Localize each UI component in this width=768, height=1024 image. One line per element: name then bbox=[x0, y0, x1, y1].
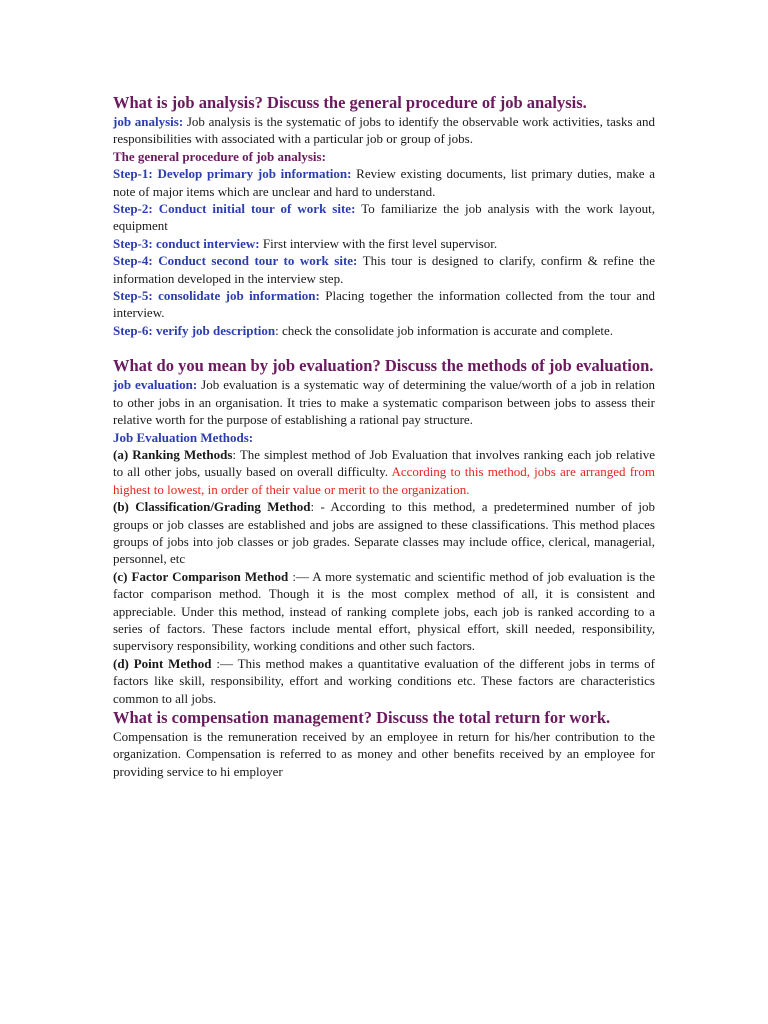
procedure-heading: The general procedure of job analysis: bbox=[113, 148, 326, 164]
step-label: Step-2: Conduct initial tour of work site: bbox=[113, 201, 356, 217]
compensation-text: Compensation is the remuneration received by an employee in return for his/her contribution to the organization. Compensation is referred to as money and other benefits received by an employee for providing service to hi employer bbox=[113, 729, 655, 779]
step-label: Step-5: consolidate job information: bbox=[113, 288, 320, 304]
section-heading-job-evaluation: What do you mean by job evaluation? Discuss the methods of job evaluation. bbox=[113, 356, 654, 376]
method-text: : The simplest method of Job Evaluation that involves ranking each job relative to all other jobs, usually based on overall difficulty. bbox=[113, 446, 655, 480]
step-6 bbox=[113, 322, 655, 339]
step-1 bbox=[113, 165, 655, 200]
method-label: (b) Classification/Grading Method bbox=[113, 499, 311, 515]
step-text: Review existing documents, list primary duties, make a note of major items which are unclear and hard to understand. bbox=[113, 166, 655, 199]
step-text: This tour is designed to clarify, confirm & refine the information developed in the interview step. bbox=[113, 253, 655, 286]
step-2 bbox=[113, 200, 655, 235]
method-text: : - According to this method, a predetermined number of job groups or job classes are established and jobs are assigned to these classifications. This method places groups of jobs into job classes or job grades. Separate classes may include office, clerical, managerial, personnel, etc bbox=[113, 499, 655, 567]
section-gap bbox=[113, 339, 655, 355]
method-label: (c) Factor Comparison Method bbox=[113, 568, 289, 584]
job-evaluation-definition bbox=[113, 376, 655, 428]
step-label: Step-4: Conduct second tour to work site: bbox=[113, 253, 358, 269]
step-label: Step-6: verify job description bbox=[113, 322, 276, 338]
step-label: Step-1: Develop primary job information: bbox=[113, 166, 352, 182]
step-text: First interview with the first level supervisor. bbox=[259, 235, 498, 251]
document-page bbox=[113, 92, 655, 780]
step-text: To familiarize the job analysis with the work layout, equipment bbox=[113, 201, 655, 234]
term-text: Job analysis is the systematic of jobs to identify the observable work activities, tasks and responsibilities with associated with a particular job or group of jobs. bbox=[113, 114, 655, 147]
term-label: job analysis: bbox=[113, 114, 184, 129]
method-highlight: According to this method, jobs are arranged from highest to lowest, in order of their value or merit to the organization. bbox=[113, 464, 655, 497]
method-text: :— A more systematic and scientific method of job evaluation is the factor comparison method. Though it is the most complex method of all, it is consistent and appreciable. Under this method, instead of ranking complete jobs, each job is ranked according to a series of factors. These factors include mental effort, physical effort, skill needed, responsibility, supervisory responsibility, working conditions and other such factors. bbox=[113, 568, 656, 654]
method-ranking bbox=[113, 446, 655, 498]
section-heading-compensation: What is compensation management? Discuss the total return for work. bbox=[113, 708, 611, 727]
step-5 bbox=[113, 287, 655, 322]
methods-heading: Job Evaluation Methods: bbox=[113, 429, 254, 445]
step-3 bbox=[113, 235, 655, 252]
section-heading-job-analysis: What is job analysis? Discuss the general procedure of job analysis. bbox=[113, 93, 587, 112]
method-label: (a) Ranking Methods bbox=[113, 446, 233, 462]
step-text: Placing together the information collected from the tour and interview. bbox=[113, 288, 655, 321]
job-analysis-definition bbox=[113, 113, 655, 148]
term-text: Job evaluation is a systematic way of determining the value/worth of a job in relation to other jobs in an organisation. It tries to make a systematic comparison between jobs to assess their relative worth for the purpose of establishing a rational pay structure. bbox=[113, 377, 655, 428]
method-label: (d) Point Method bbox=[113, 655, 212, 671]
method-factor-comparison bbox=[113, 568, 655, 655]
step-text: : check the consolidate job information is accurate and complete. bbox=[275, 322, 613, 338]
step-label: Step-3: conduct interview: bbox=[113, 235, 260, 251]
method-classification bbox=[113, 498, 655, 568]
step-4 bbox=[113, 252, 655, 287]
method-text: :— This method makes a quantitative evaluation of the different jobs in terms of factors like skill, responsibility, effort and working conditions etc. These factors are characteristics common to all jobs. bbox=[113, 655, 655, 706]
method-point bbox=[113, 655, 655, 707]
term-label: job evaluation: bbox=[113, 377, 198, 393]
